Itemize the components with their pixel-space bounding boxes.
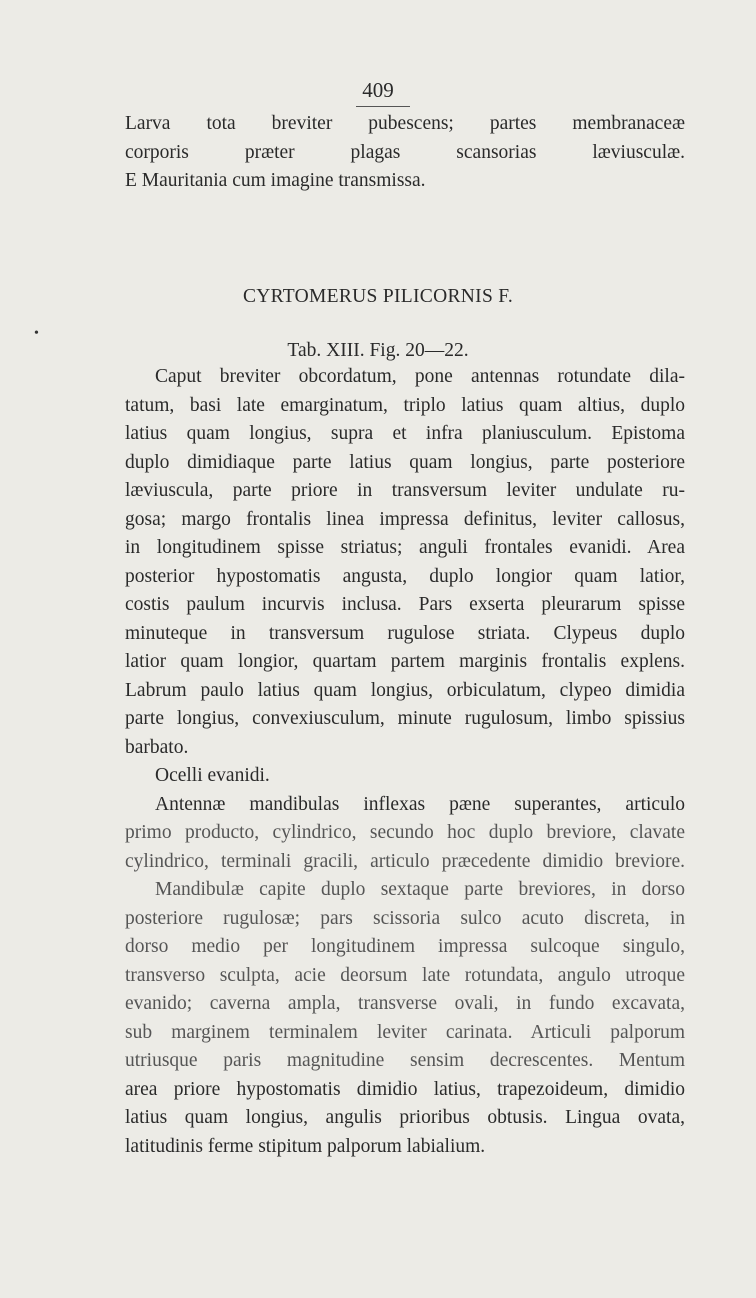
text-line: læviuscula, parte priore in transversum leviter undulate ru- bbox=[125, 480, 685, 501]
text-line: primo producto, cylindrico, secundo hoc duplo breviore, clavate bbox=[125, 822, 685, 843]
page-number: 409 bbox=[362, 78, 394, 102]
text-line: area priore hypostomatis dimidio latius, trapezoideum, dimidio bbox=[125, 1078, 685, 1100]
text-line: utriusque paris magnitudine sensim decrescentes. Mentum bbox=[125, 1050, 685, 1071]
text-line: Larva tota breviter pubescens; partes membranaceæ bbox=[125, 113, 685, 134]
text-line: posteriore rugulosæ; pars scissoria sulco acuto discreta, in bbox=[125, 907, 685, 929]
text-line: gosa; margo frontalis linea impressa definitus, leviter callosus, bbox=[125, 508, 685, 530]
text-line: sub marginem terminalem leviter carinata. Articuli palporum bbox=[125, 1021, 685, 1043]
text-line: evanido; caverna ampla, transverse ovali, in fundo excavata, bbox=[125, 993, 685, 1014]
text-line: in longitudinem spisse striatus; anguli frontales evanidi. Area bbox=[125, 537, 685, 558]
text-line: latior quam longior, quartam partem marginis frontalis explens. bbox=[125, 651, 685, 672]
text-line: latitudinis ferme stipitum palporum labialium. bbox=[125, 1135, 486, 1157]
text-line: posterior hypostomatis angusta, duplo longior quam latior, bbox=[125, 565, 685, 587]
text-line: Ocelli evanidi. bbox=[155, 765, 270, 786]
text-line: cylindrico, terminali gracili, articulo præcedente dimidio breviore. bbox=[125, 850, 685, 872]
text-line: parte longius, convexiusculum, minute rugulosum, limbo spissius bbox=[125, 708, 685, 729]
species-title: CYRTOMERUS PILICORNIS F. bbox=[242, 286, 514, 307]
text-line: Mandibulæ capite duplo sextaque parte breviores, in dorso bbox=[155, 879, 685, 900]
margin-mark: • bbox=[34, 326, 39, 341]
text-line: latius quam longius, supra et infra planiusculum. Epistoma bbox=[125, 423, 685, 444]
text-line: corporis præter plagas scansorias læviusculæ. bbox=[125, 141, 685, 163]
text-line: dorso medio per longitudinem impressa sulcoque singulo, bbox=[125, 936, 685, 957]
text-line: latius quam longius, angulis prioribus obtusis. Lingua ovata, bbox=[125, 1107, 685, 1128]
species-reference: Tab. XIII. Fig. 20—22. bbox=[287, 340, 469, 361]
text-line: transverso sculpta, acie deorsum late rotundata, angulo utroque bbox=[125, 964, 685, 986]
text-line: Antennæ mandibulas inflexas pæne superantes, articulo bbox=[155, 793, 685, 815]
intro-paragraph bbox=[125, 110, 685, 196]
text-line: costis paulum incurvis inclusa. Pars exserta pleurarum spisse bbox=[125, 594, 685, 615]
text-line: tatum, basi late emarginatum, triplo latius quam altius, duplo bbox=[125, 394, 685, 416]
text-line: Labrum paulo latius quam longius, orbiculatum, clypeo dimidia bbox=[125, 679, 685, 701]
text-line: Caput breviter obcordatum, pone antennas rotundate dila- bbox=[155, 366, 685, 387]
text-line: duplo dimidiaque parte latius quam longius, parte posteriore bbox=[125, 451, 685, 473]
page-number-underline bbox=[356, 106, 410, 107]
text-line: barbato. bbox=[125, 736, 189, 758]
text-line: minuteque in transversum rugulose striata. Clypeus duplo bbox=[125, 622, 685, 644]
description-body bbox=[125, 363, 685, 1161]
text-line: E Mauritania cum imagine transmissa. bbox=[125, 170, 426, 191]
